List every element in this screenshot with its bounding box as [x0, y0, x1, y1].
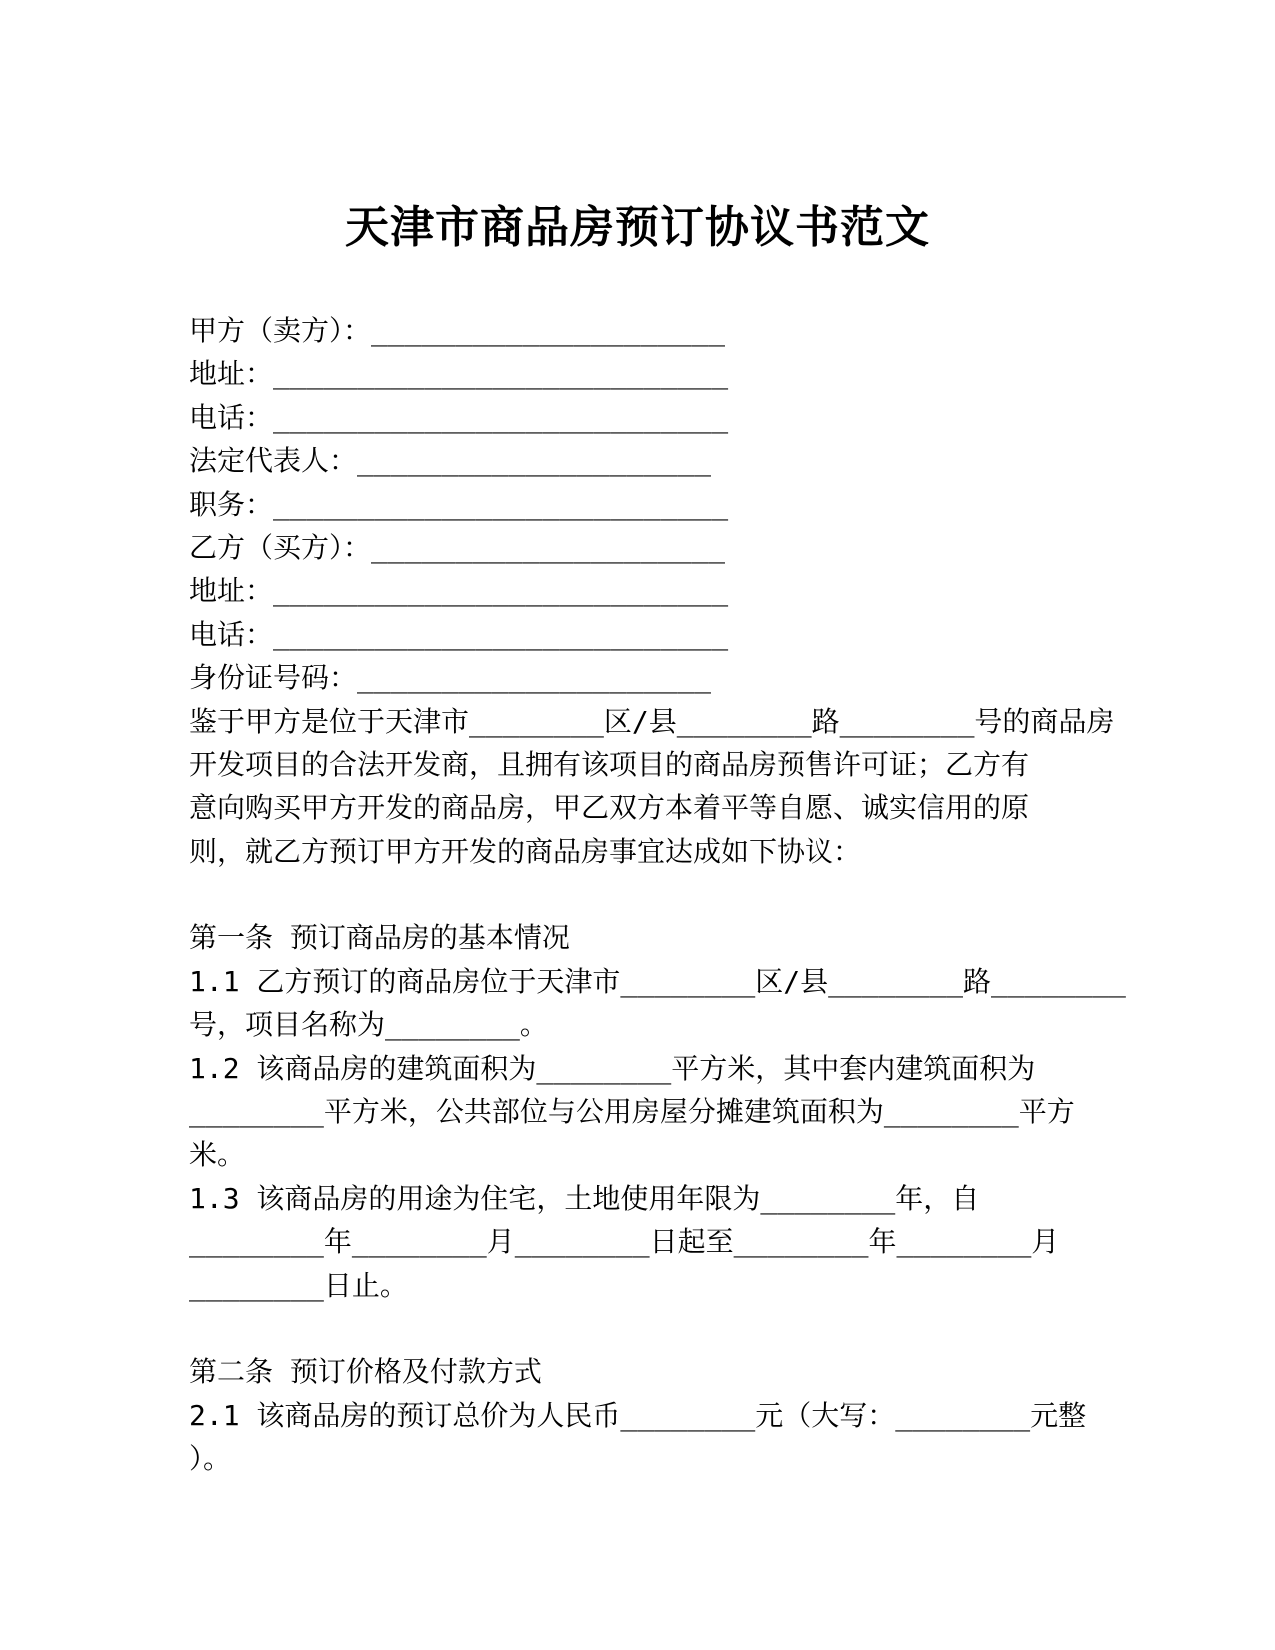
preamble-line: 鉴于甲方是位于天津市________区/县________路________号的商品房: [189, 704, 1115, 738]
buyer-address-line: 地址：___________________________: [189, 574, 729, 608]
clause-1-1-line: 号，项目名称为________。: [189, 1008, 548, 1042]
clause-1-3-line: ________年________月________日起至________年________月: [189, 1225, 1060, 1259]
preamble-line: 则，就乙方预订甲方开发的商品房事宜达成如下协议：: [189, 834, 862, 868]
blank-line: [189, 1307, 1089, 1350]
id-number-line: 身份证号码：_____________________: [189, 661, 712, 695]
clause-2-1-line: ）。: [189, 1442, 232, 1476]
preamble-line: 开发项目的合法开发商，且拥有该项目的商品房预售许可证；乙方有: [189, 747, 1030, 781]
article-1-heading: 第一条 预订商品房的基本情况: [189, 921, 570, 955]
document-body: [189, 309, 1126, 1481]
clause-1-1-line: 1.1 乙方预订的商品房位于天津市________区/县________路________: [189, 964, 1126, 998]
buyer-phone-line: 电话：___________________________: [189, 617, 729, 651]
clause-2-1-line: 2.1 该商品房的预订总价为人民币________元（大写：________元整: [189, 1398, 1087, 1432]
preamble-line: 意向购买甲方开发的商品房，甲乙双方本着平等自愿、诚实信用的原: [189, 791, 1030, 825]
article-2-heading: 第二条 预订价格及付款方式: [189, 1355, 542, 1389]
blank-line: [189, 873, 1089, 916]
clause-1-2-line: 米。: [189, 1138, 246, 1172]
clause-1-3-line: ________日止。: [189, 1268, 408, 1302]
seller-name-line: 甲方（卖方）：_____________________: [189, 314, 726, 347]
seller-address-line: 地址：___________________________: [189, 357, 729, 391]
position-line: 职务：___________________________: [189, 487, 729, 521]
clause-1-2-line: ________平方米，公共部位与公用房屋分摊建筑面积为________平方: [189, 1095, 1075, 1129]
legal-representative-line: 法定代表人：_____________________: [189, 444, 712, 478]
buyer-name-line: 乙方（买方）：_____________________: [189, 530, 726, 564]
clause-1-3-line: 1.3 该商品房的用途为住宅，土地使用年限为________年，自: [189, 1181, 980, 1215]
seller-phone-line: 电话：___________________________: [189, 400, 729, 434]
document-title: 天津市商品房预订协议书范文: [345, 202, 930, 253]
clause-1-2-line: 1.2 该商品房的建筑面积为________平方米，其中套内建筑面积为: [189, 1051, 1036, 1085]
